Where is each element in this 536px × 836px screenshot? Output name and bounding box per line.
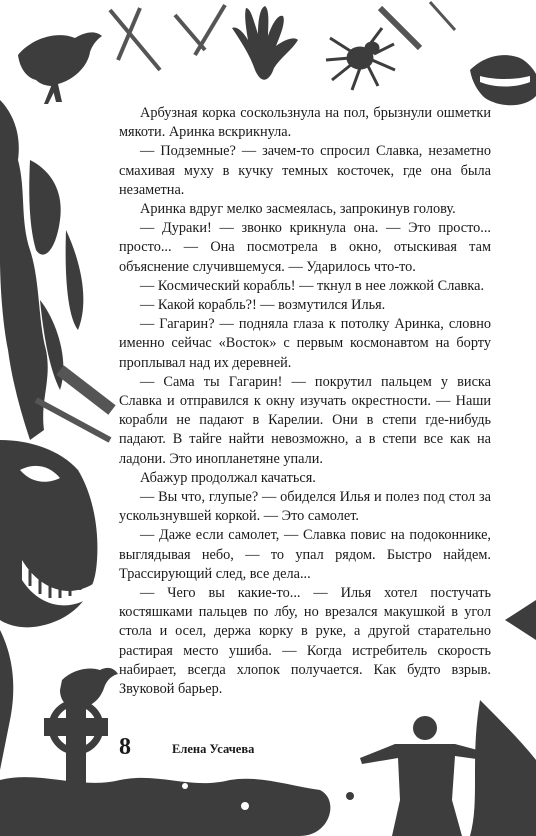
chapter-text bbox=[119, 104, 491, 699]
paragraph: — Дураки! — звонко крикнула она. — Это просто... просто... — Она посмотрела в окно, отыскивая там объяснение случившемуся. — Ударилось что-то. bbox=[119, 220, 491, 275]
crow-top-icon bbox=[18, 32, 102, 104]
slash-bars-icon bbox=[36, 370, 112, 440]
bottom-grunge-band bbox=[0, 777, 354, 836]
lips-icon bbox=[470, 55, 536, 105]
left-grunge-strip bbox=[0, 100, 83, 440]
paragraph: Абажур продолжал качаться. bbox=[140, 469, 316, 486]
creepy-face-icon bbox=[0, 440, 97, 627]
hand-icon bbox=[232, 6, 298, 80]
paragraph: — Космический корабль! — ткнул в нее ложкой Славка. bbox=[140, 277, 485, 294]
paragraph: — Какой корабль?! — возмутился Илья. bbox=[140, 297, 386, 314]
scratch-marks-icon bbox=[110, 2, 455, 70]
paragraph: — Даже если самолет, — Славка повис на подоконнике, выглядывая небо, — то упал рядом. Быстро найдем. Трассирующий след, все дела... bbox=[119, 527, 491, 582]
page-number: 8 bbox=[119, 734, 131, 760]
paragraph: — Вы что, глупые? — обиделся Илья и полез под стол за ускользнувшей коркой. — Это самолет. bbox=[119, 489, 491, 525]
paragraph: Аринка вдруг мелко засмеялась, запрокинув голову. bbox=[140, 201, 456, 218]
paragraph: — Подземные? — зачем-то спросил Славка, незаметно смахивая муху в кучку темных косточек, где она была незаметна. bbox=[119, 143, 491, 198]
paragraph: Арбузная корка соскользнула на пол, брызнули ошметки мякоти. Аринка вскрикнула. bbox=[119, 105, 491, 141]
paragraph: — Сама ты Гагарин! — покрутил пальцем у виска Славка и отправился к окну изучать окрестности. — Наши корабли не падают в Карелии. Они в степи где-нибудь падают. В тайге найти невозможно, а в степи все как на ладони. Это инопланетяне упали. bbox=[119, 373, 491, 467]
running-footer-author: Елена Усачева bbox=[172, 742, 255, 756]
spider-icon bbox=[326, 28, 395, 90]
paragraph: — Чего вы какие-то... — Илья хотел постучать костяшками пальцев по лбу, но врезался макушкой в угол стола и осел, держа корку в руке, а другой старательно растирая место ушиба. — Когда истребитель скорость набирает, всегда хлопок получается. Как будто взрыв. Звуковой барьер. bbox=[119, 585, 491, 698]
paragraph: — Гагарин? — подняла глаза к потолку Аринка, словно именно сейчас «Восток» с первым космонавтом на борту проплывал над их деревней. bbox=[119, 316, 491, 371]
